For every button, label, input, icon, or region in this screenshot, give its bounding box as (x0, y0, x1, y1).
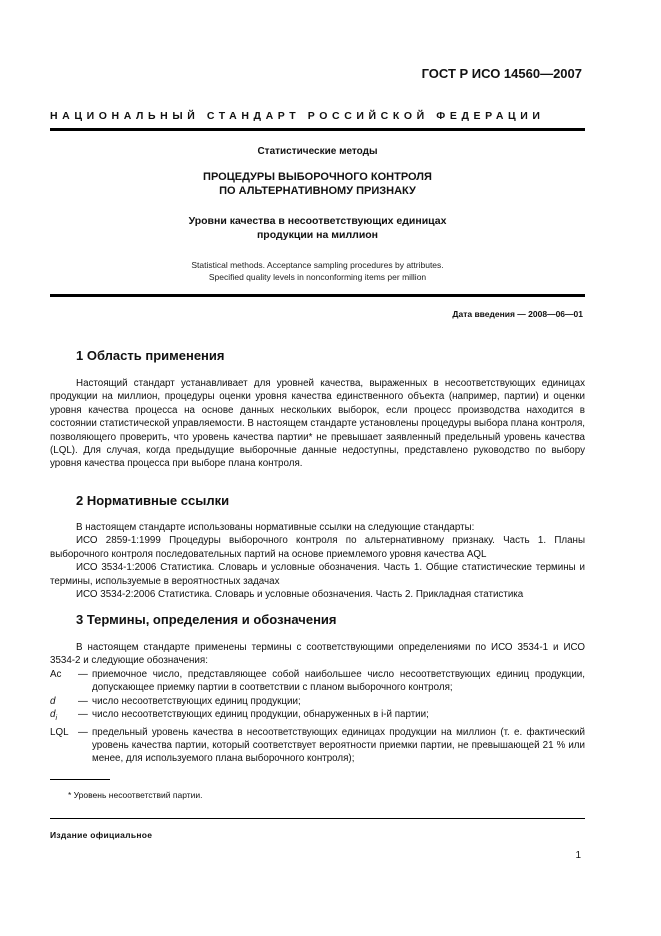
section-1-paragraph: Настоящий стандарт устанавливает для уровней качества, выраженных в несоответствующих единицах продукции на миллион, процедуры оценки уровня качества единственного объекта (например, партии) и оценки уровня качества процесса на основе данных нескольких выборок, если процесс производства находится в состоянии статистической управляемости. В настоящем стандарте установлены процедуры выбора плана контроля, позволяющего проверить, что уровень качества партии* не превышает заявленный предельный уровень качества (LQL). Для случая, когда предыдущие выборочные данные недоступны, представлено руководство по выбору уровня качества процесса при выборе плана контроля. (50, 378, 585, 470)
english-title-line-1: Statistical methods. Acceptance sampling procedures by attributes. (191, 260, 444, 270)
symbol-item (50, 695, 585, 708)
title-line-1: ПРОЦЕДУРЫ ВЫБОРОЧНОГО КОНТРОЛЯ (203, 171, 432, 183)
symbol (50, 708, 78, 725)
reference-iso-3534-1: ИСО 3534-1:2006 Статистика. Словарь и условные обозначения. Часть 1. Общие статистические термины и термины, используемые в вероятностных задачах (50, 562, 585, 587)
dash: — (78, 709, 88, 721)
standard-code: ГОСТ Р ИСО 14560—2007 (421, 66, 582, 81)
reference-iso-2859-1: ИСО 2859-1:1999 Процедуры выборочного контроля по альтернативному признаку. Часть 1. Планы выборочного контроля последовательных партий на основе приемлемого уровня качества AQL (50, 535, 585, 560)
section-2-body (50, 521, 585, 601)
reference-iso-3534-2: ИСО 3534-2:2006 Статистика. Словарь и условные обозначения. Часть 2. Прикладная статистика (76, 589, 524, 601)
page-number: 1 (575, 850, 581, 861)
section-3-intro: В настоящем стандарте применены термины с соответствующими определениями по ИСО 3534-1 и ИСО 3534-2 и следующие обозначения: (50, 642, 585, 667)
symbol-item (50, 726, 585, 766)
official-edition-label: Издание официальное (50, 830, 153, 840)
top-rule (50, 128, 585, 131)
dash: — (78, 695, 88, 707)
english-title (50, 259, 585, 283)
symbol: d (50, 695, 56, 707)
series-title: Статистические методы (257, 146, 378, 157)
national-standard-banner: НАЦИОНАЛЬНЫЙ СТАНДАРТ РОССИЙСКОЙ ФЕДЕРАЦИИ (50, 110, 545, 122)
title-line-2: ПО АЛЬТЕРНАТИВНОМУ ПРИЗНАКУ (219, 185, 416, 197)
section-3-heading: 3 Термины, определения и обозначения (76, 612, 337, 627)
symbol-definition: число несоответствующих единиц продукции; (92, 695, 301, 707)
symbol-item (50, 668, 585, 695)
dash: — (78, 669, 88, 680)
symbol-subscript: i (55, 715, 58, 723)
section-1-body (50, 377, 585, 471)
document-title (50, 170, 585, 198)
symbol-item (50, 708, 585, 725)
section-2-heading: 2 Нормативные ссылки (76, 493, 230, 508)
subtitle-line-1: Уровни качества в несоответствующих единицах (188, 215, 447, 227)
symbol-base: d (50, 709, 56, 721)
symbol-definition: предельный уровень качества в несоответствующих единицах продукции на миллион (т. е. фактический уровень качества партии, который соответствует вероятности приемки партии, не превышающей 21 % или менее, для используемого плана выборочного контроля); (92, 726, 585, 765)
section-1-heading: 1 Область применения (76, 348, 225, 363)
footnote: * Уровень несоответствий партии. (68, 790, 203, 800)
symbol: Ac (50, 669, 62, 680)
title-bottom-rule (50, 294, 585, 297)
english-title-line-2: Specified quality levels in nonconforming items per million (208, 272, 427, 282)
introduction-date: Дата введения — 2008—06—01 (452, 309, 583, 319)
symbol-definition: приемочное число, представляющее собой наибольшее число несоответствующих единиц продукции, допускающее приемку партии в соответствии с планом выборочного контроля; (92, 669, 585, 694)
section-3-intro-block (50, 641, 585, 668)
footer-rule (50, 818, 585, 819)
symbol-definition: число несоответствующих единиц продукции, обнаруженных в i-й партии; (92, 709, 429, 721)
symbols-list (50, 668, 585, 766)
footnote-rule (50, 779, 110, 780)
dash: — (78, 726, 88, 738)
subtitle-line-2: продукции на миллион (256, 229, 379, 241)
symbol: LQL (50, 726, 69, 738)
document-subtitle (50, 214, 585, 242)
references-intro: В настоящем стандарте использованы нормативные ссылки на следующие стандарты: (76, 522, 475, 533)
